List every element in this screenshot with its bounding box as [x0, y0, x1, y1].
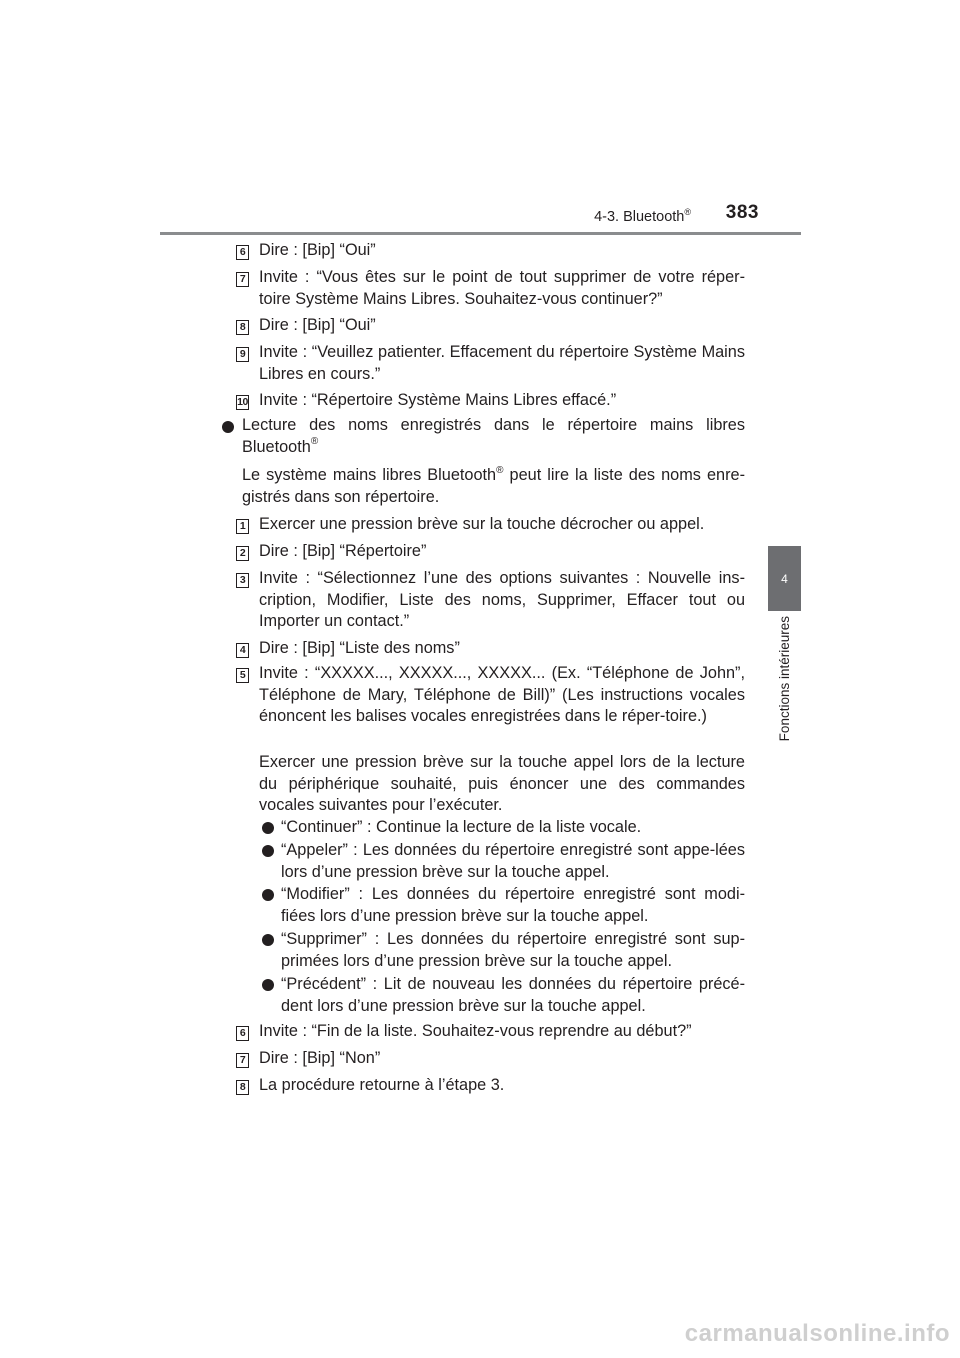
chapter-title: Fonctions intérieures	[777, 616, 792, 742]
section-title: 4-3. Bluetooth®	[594, 207, 691, 225]
step-number: 5	[236, 668, 249, 683]
step-number: 8	[236, 320, 249, 335]
bullet-icon	[262, 934, 274, 946]
step-text: Invite : “Veuillez patienter. Effacement du répertoire Système Mains Libres en cours.”	[259, 343, 745, 383]
step-text: La procédure retourne à l’étape 3.	[259, 1076, 505, 1094]
step-number: 6	[236, 245, 249, 260]
page-number: 383	[725, 202, 759, 223]
step-text: Dire : [Bip] “Oui”	[259, 241, 376, 259]
section-heading: Lecture des noms enregistrés dans le répertoire mains libres Bluetooth®	[242, 416, 745, 456]
step-text: Dire : [Bip] “Oui”	[259, 316, 376, 334]
step-note: Exercer une pression brève sur la touche appel lors de la lecture du périphérique souhaité, puis énoncer une des commandes vocales suivantes pour l’exécuter.	[259, 753, 745, 814]
step-text: Invite : “XXXXX..., XXXXX..., XXXXX... (Ex. “Téléphone de John”, Téléphone de Mary, Téléphone de Bill)” (Les instructions vocales énoncent les balises vocales enregistrées dans le réper-toire.)	[259, 664, 745, 725]
step-text: Invite : “Vous êtes sur le point de tout supprimer de votre réper-toire Système Mains Libres. Souhaitez-vous continuer?”	[259, 268, 745, 308]
step-text: Exercer une pression brève sur la touche décrocher ou appel.	[259, 515, 705, 533]
step-number: 6	[236, 1026, 249, 1041]
command-item: “Modifier” : Les données du répertoire enregistré sont modi-fiées lors d’une pression brève sur la touche appel.	[281, 885, 745, 925]
bullet-icon	[222, 421, 234, 433]
step-number: 7	[236, 1053, 249, 1068]
step-number: 8	[236, 1080, 249, 1095]
step-text: Invite : “Sélectionnez l’une des options suivantes : Nouvelle ins-cription, Modifier, Liste des noms, Supprimer, Effacer tout ou Importer un contact.”	[259, 569, 745, 630]
step-text: Invite : “Fin de la liste. Souhaitez-vous reprendre au début?”	[259, 1022, 692, 1040]
header-rule	[160, 232, 801, 235]
bullet-icon	[262, 889, 274, 901]
step-number: 3	[236, 573, 249, 588]
step-text: Dire : [Bip] “Répertoire”	[259, 542, 427, 560]
step-number: 2	[236, 546, 249, 561]
section-intro: Le système mains libres Bluetooth® peut lire la liste des noms enre-gistrés dans son répertoire.	[242, 464, 745, 506]
bullet-icon	[262, 822, 274, 834]
step-text: Invite : “Répertoire Système Mains Libres effacé.”	[259, 391, 617, 409]
step-number: 7	[236, 272, 249, 287]
bullet-icon	[262, 979, 274, 991]
step-text: Dire : [Bip] “Liste des noms”	[259, 639, 460, 657]
watermark-text: carmanualsonline.info	[684, 1320, 950, 1347]
chapter-tab: 4	[768, 546, 801, 611]
step-text: Dire : [Bip] “Non”	[259, 1049, 381, 1067]
step-number: 9	[236, 347, 249, 362]
step-number: 1	[236, 519, 249, 534]
command-item: “Précédent” : Lit de nouveau les données du répertoire précé-dent lors d’une pression brève sur la touche appel.	[281, 975, 745, 1015]
command-item: “Continuer” : Continue la lecture de la liste vocale.	[281, 818, 642, 836]
command-item: “Supprimer” : Les données du répertoire enregistré sont sup-primées lors d’une pression brève sur la touche appel.	[281, 930, 745, 970]
page-header	[160, 196, 801, 236]
step-number: 10	[237, 396, 248, 408]
command-item: “Appeler” : Les données du répertoire enregistré sont appe-lées lors d’une pression brève sur la touche appel.	[281, 841, 745, 881]
step-number: 4	[236, 643, 249, 658]
bullet-icon	[262, 845, 274, 857]
